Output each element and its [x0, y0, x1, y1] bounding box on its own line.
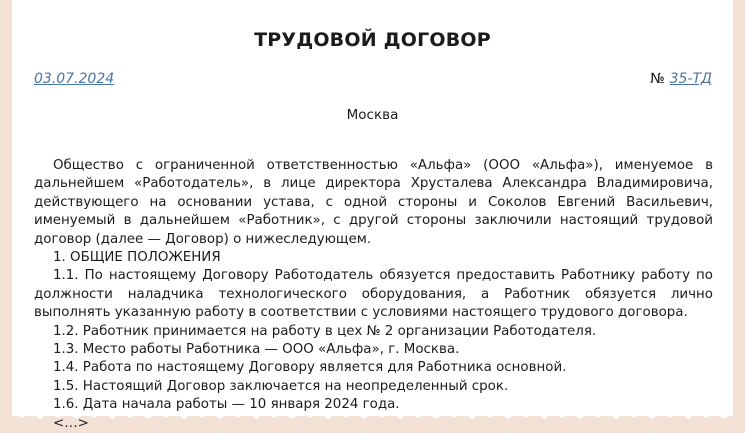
number-sign: №	[650, 71, 665, 87]
clause-1-6: 1.6. Дата начала работы — 10 января 2024 года.	[53, 397, 400, 413]
ellipsis-marker: <…>	[53, 415, 89, 431]
document-number-value: 35-ТД	[669, 71, 712, 87]
document-body	[34, 157, 713, 433]
section-heading: 1. ОБЩИЕ ПОЛОЖЕНИЯ	[53, 250, 221, 266]
document-city: Москва	[346, 107, 399, 123]
clause-1-2: 1.2. Работник принимается на работу в цех № 2 организации Работодателя.	[53, 323, 597, 339]
clause-1-3: 1.3. Место работы Работника — ООО «Альфа», г. Москва.	[53, 342, 460, 358]
clause-1-4: 1.4. Работа по настоящему Договору является для Работника основной.	[53, 360, 567, 376]
clause-1-1: 1.1. По настоящему Договору Работодатель обязуется предоставить Работнику работу по должности наладчика технологического оборудования, а Работник обязуется лично выполнять указанную работу в соответствии с условиями настоящего трудового договора.	[34, 268, 713, 321]
document-number	[650, 71, 712, 87]
preamble-paragraph: Общество с ограниченной ответственностью «Альфа» (ООО «Альфа»), именуемое в дальнейшем «Работодатель», в лице директора Хрусталева Александра Владимировича, действующего на основании устава, с одной стороны и Соколов Евгений Васильевич, именуемый в дальнейшем «Работник», с другой стороны заключили настоящий трудовой договор (далее — Договор) о нижеследующем.	[34, 158, 713, 247]
document-date: 03.07.2024	[34, 71, 115, 87]
clause-1-5: 1.5. Настоящий Договор заключается на неопределенный срок.	[53, 378, 509, 394]
document-title: ТРУДОВОЙ ДОГОВОР	[254, 29, 491, 51]
